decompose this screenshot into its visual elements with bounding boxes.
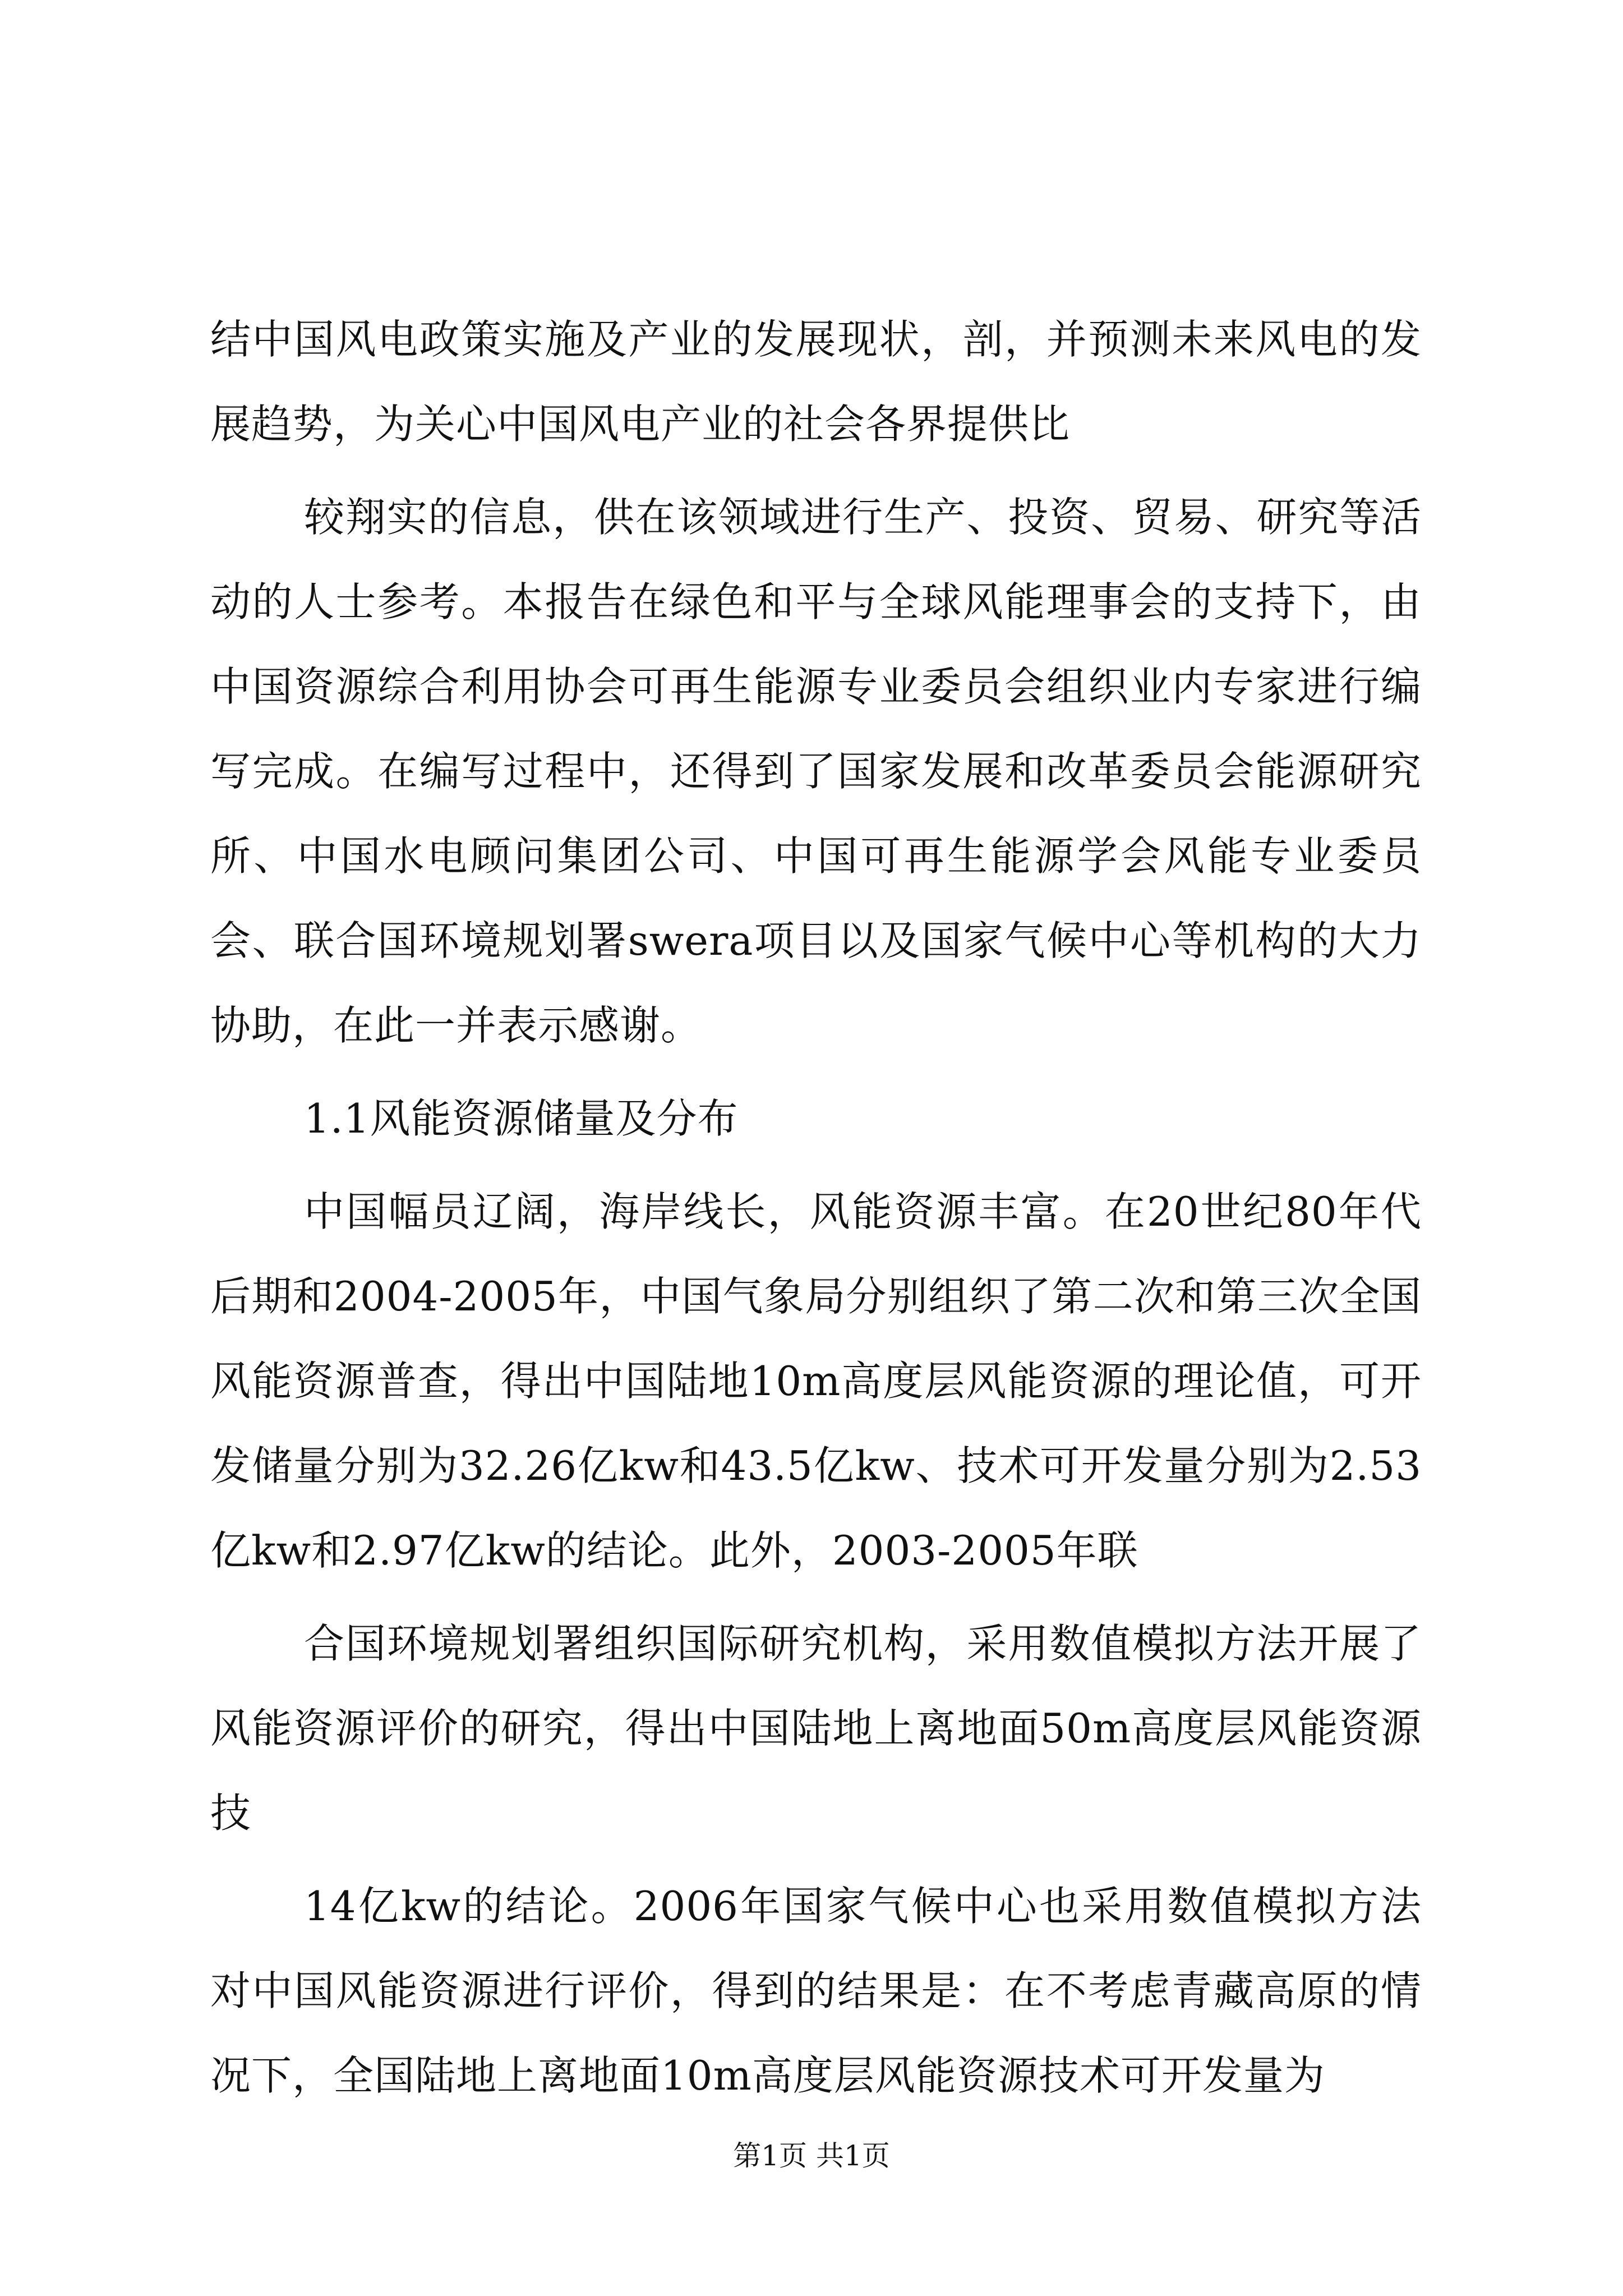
page-footer bbox=[0, 2136, 1623, 2175]
document-body bbox=[210, 297, 1422, 2127]
page-number-label: 第1页 共1页 bbox=[733, 2139, 890, 2172]
paragraph-4: 合国环境规划署组织国际研究机构，采用数值模拟方法开展了风能资源评价的研究，得出中国陆地上离地面50m高度层风能资源技 bbox=[210, 1620, 1422, 1837]
paragraph-2: 较翔实的信息，供在该领域进行生产、投资、贸易、研究等活动的人士参考。本报告在绿色和平与全球风能理事会的支持下，由中国资源综合利用协会可再生能源专业委员会组织业内专家进行编写完成。在编写过程中，还得到了国家发展和改革委员会能源研究所、中国水电顾问集团公司、中国可再生能源学会风能专业委员会、联合国环境规划署swera项目以及国家气候中心等机构的大力协助，在此一并表示感谢。 bbox=[210, 494, 1422, 1049]
paragraph-3: 中国幅员辽阔，海岸线长，风能资源丰富。在20世纪80年代后期和2004-2005年，中国气象局分别组织了第二次和第三次全国风能资源普查，得出中国陆地10m高度层风能资源的理论值，可开发储量分别为32.26亿kw和43.5亿kw、技术可开发量分别为2.53亿kw和2.97亿kw的结论。此外，2003-2005年联 bbox=[210, 1188, 1422, 1574]
paragraph-5: 14亿kw的结论。2006年国家气候中心也采用数值模拟方法对中国风能资源进行评价，得到的结果是：在不考虑青藏高原的情况下，全国陆地上离地面10m高度层风能资源技术可开发量为 bbox=[210, 1883, 1422, 2099]
paragraph-1: 结中国风电政策实施及产业的发展现状，剖，并预测未来风电的发展趋势，为关心中国风电产业的社会各界提供比 bbox=[210, 316, 1422, 448]
section-heading-1-1: 1.1风能资源储量及分布 bbox=[304, 1095, 739, 1142]
